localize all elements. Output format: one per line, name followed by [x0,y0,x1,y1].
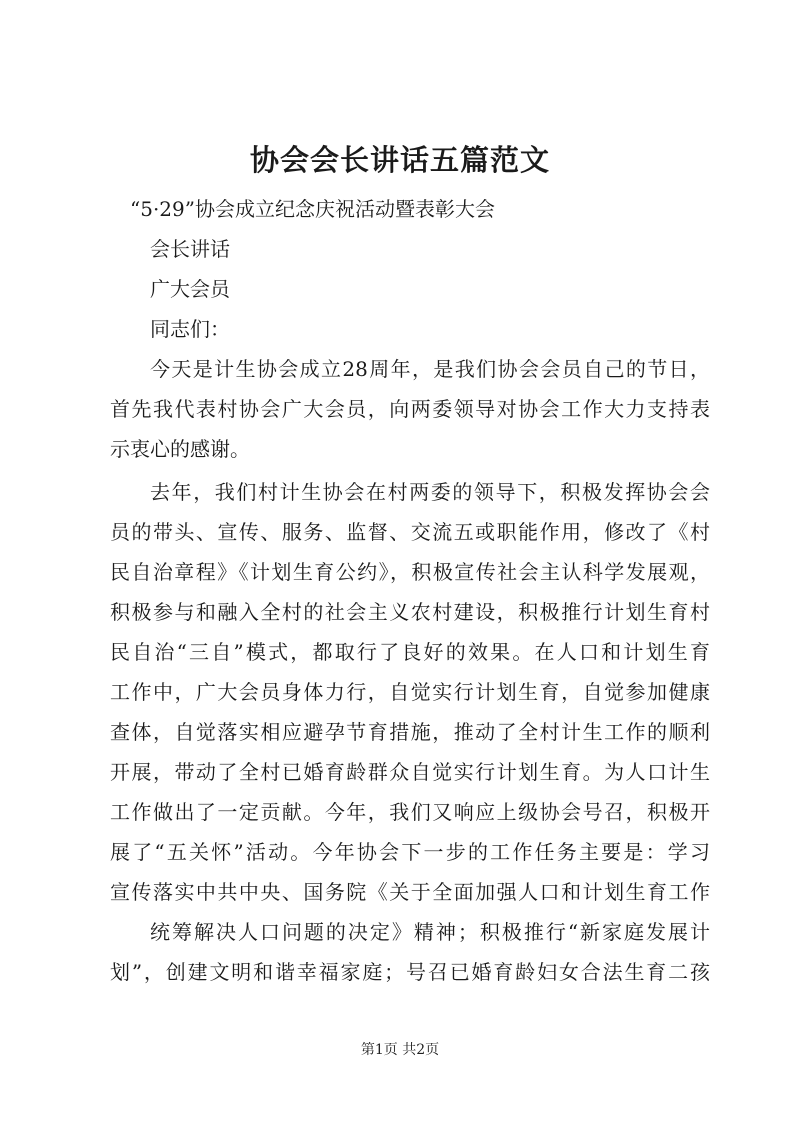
paragraph-line: 首先我代表村协会广大会员，向两委领导对协会工作大力支持表 [110,397,710,421]
paragraph-line: 去年，我们村计生协会在村两委的领导下，积极发挥协会会 [150,480,710,504]
paragraph-line: 统筹解决人口问题的决定》精神；积极推行“新家庭发展计 [150,920,710,944]
paragraph-line: 工作中，广大会员身体力行，自觉实行计划生育，自觉参加健康 [110,680,710,704]
salutation-comrades: 同志们： [150,317,230,341]
paragraph-line: 开展，带动了全村已婚育龄群众自觉实行计划生育。为人口计生 [110,760,710,784]
paragraph-line: 宣传落实中共中央、国务院《关于全面加强人口和计划生育工作 [110,880,710,904]
paragraph-line: 民自治章程》《计划生育公约》，积极宣传社会主认科学发展观， [110,560,710,584]
page-footer: 第1页 共2页 [360,1042,440,1058]
paragraph-line: 查体，自觉落实相应避孕节育措施，推动了全村计生工作的顺利 [110,720,710,744]
paragraph-line: 民自治“三自”模式，都取行了良好的效果。在人口和计划生育 [110,640,710,664]
speaker-line: 会长讲话 [150,237,230,261]
salutation-members: 广大会员 [150,277,230,301]
paragraph-line: 员的带头、宣传、服务、监督、交流五或职能作用，修改了《村 [110,520,710,544]
paragraph-line: 划”，创建文明和谐幸福家庭；号召已婚育龄妇女合法生育二孩 [110,960,710,984]
paragraph-line: 工作做出了一定贡献。今年，我们又响应上级协会号召，积极开 [110,800,710,824]
paragraph-line: 示衷心的感谢。 [110,437,250,461]
paragraph-line: 积极参与和融入全村的社会主义农村建设，积极推行计划生育村 [110,600,710,624]
paragraph-line: 展了“五关怀”活动。今年协会下一步的工作任务主要是：学习 [110,840,710,864]
paragraph-line: 今天是计生协会成立28周年，是我们协会会员自己的节日， [150,357,710,381]
document-title: 协会会长讲话五篇范文 [249,143,550,177]
event-title-line: “5·29”协会成立纪念庆祝活动暨表彰大会 [130,197,495,221]
